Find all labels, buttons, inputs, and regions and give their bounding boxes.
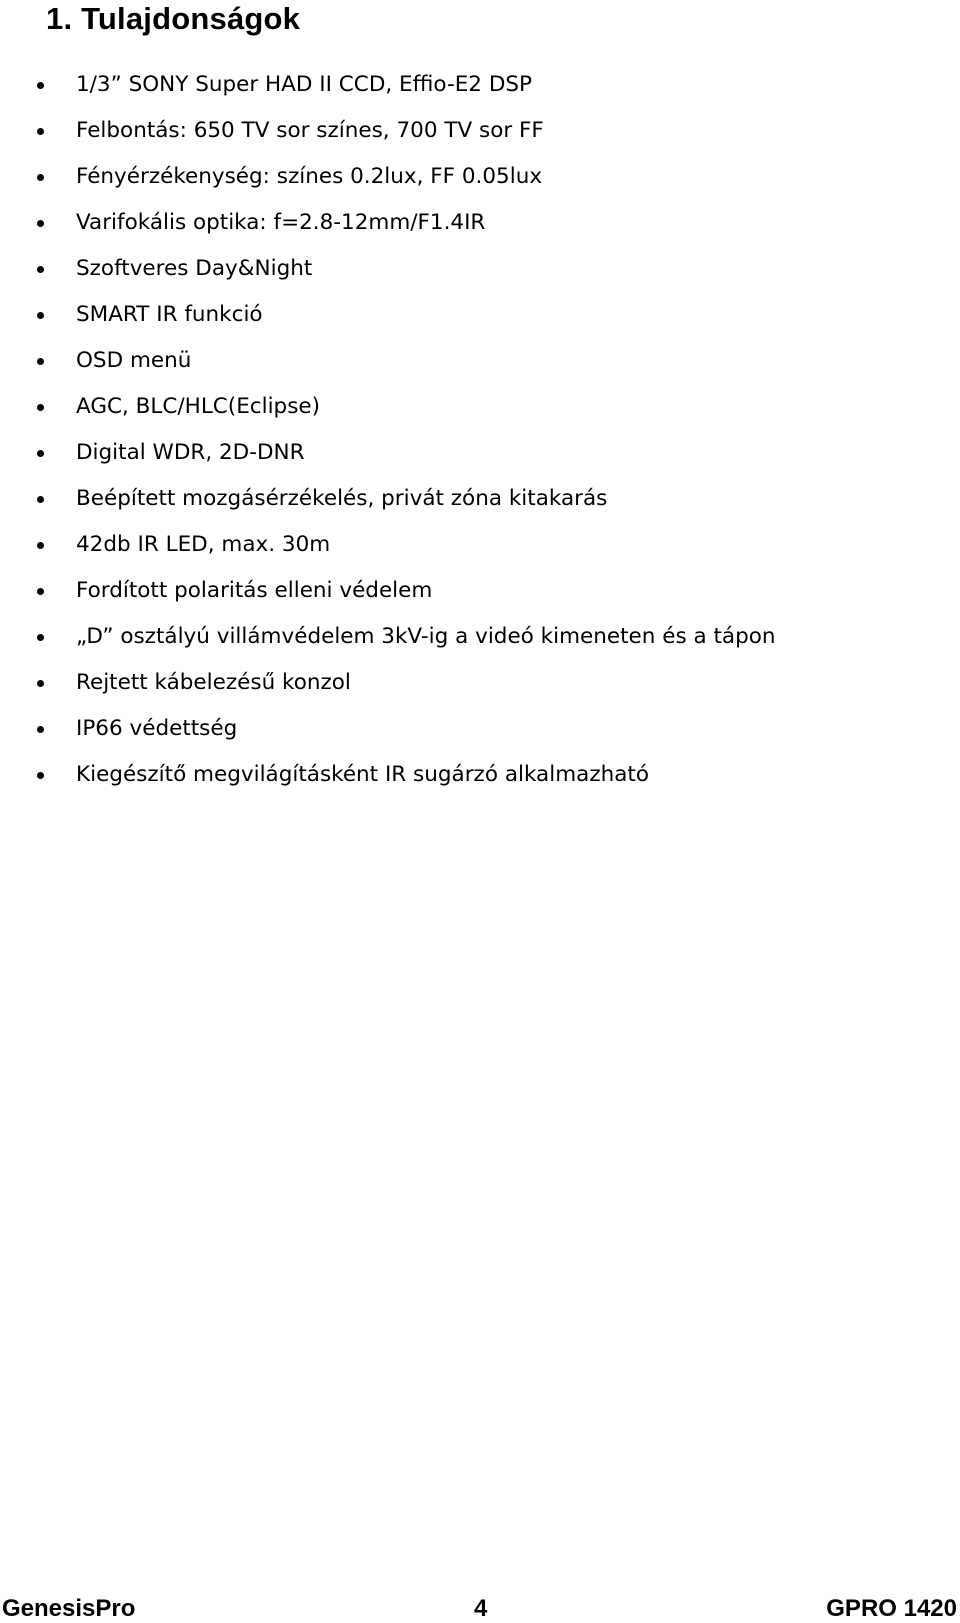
feature-text: SMART IR funkció [76, 302, 263, 327]
feature-text: Kiegészítő megvilágításként IR sugárzó alkalmazható [76, 762, 649, 787]
bullet-icon [37, 450, 44, 457]
feature-text: OSD menü [76, 348, 192, 373]
bullet-icon [37, 772, 44, 779]
bullet-icon [37, 680, 44, 687]
feature-text: Felbontás: 650 TV sor színes, 700 TV sor FF [76, 118, 544, 143]
feature-text: Digital WDR, 2D-DNR [76, 440, 305, 465]
page-number: 4 [474, 1595, 488, 1622]
feature-text: Varifokális optika: f=2.8-12mm/F1.4IR [76, 210, 486, 235]
feature-text: 42db IR LED, max. 30m [76, 532, 331, 557]
feature-text: 1/3” SONY Super HAD II CCD, Effio-E2 DSP [76, 72, 532, 97]
bullet-icon [37, 542, 44, 549]
bullet-icon [37, 726, 44, 733]
footer-model: GPRO 1420 [826, 1595, 957, 1622]
feature-text: Rejtett kábelezésű konzol [76, 670, 351, 695]
feature-text: IP66 védettség [76, 716, 238, 741]
bullet-icon [37, 312, 44, 319]
bullet-icon [37, 404, 44, 411]
feature-text: AGC, BLC/HLC(Eclipse) [76, 394, 321, 419]
bullet-icon [37, 220, 44, 227]
bullet-icon [37, 358, 44, 365]
footer-brand: GenesisPro [2, 1595, 136, 1622]
bullet-icon [37, 266, 44, 273]
bullet-icon [37, 128, 44, 135]
feature-text: Beépített mozgásérzékelés, privát zóna kitakarás [76, 486, 608, 511]
feature-text: Fényérzékenység: színes 0.2lux, FF 0.05lux [76, 164, 543, 189]
bullet-icon [37, 82, 44, 89]
bullet-icon [37, 634, 44, 641]
page-title: 1. Tulajdonságok [46, 1, 301, 36]
bullet-icon [37, 174, 44, 181]
feature-text: „D” osztályú villámvédelem 3kV-ig a videó kimeneten és a tápon [76, 624, 776, 649]
feature-text: Fordított polaritás elleni védelem [76, 578, 433, 603]
bullet-icon [37, 588, 44, 595]
feature-text: Szoftveres Day&Night [76, 256, 313, 281]
bullet-icon [37, 496, 44, 503]
page-footer [0, 1595, 960, 1623]
